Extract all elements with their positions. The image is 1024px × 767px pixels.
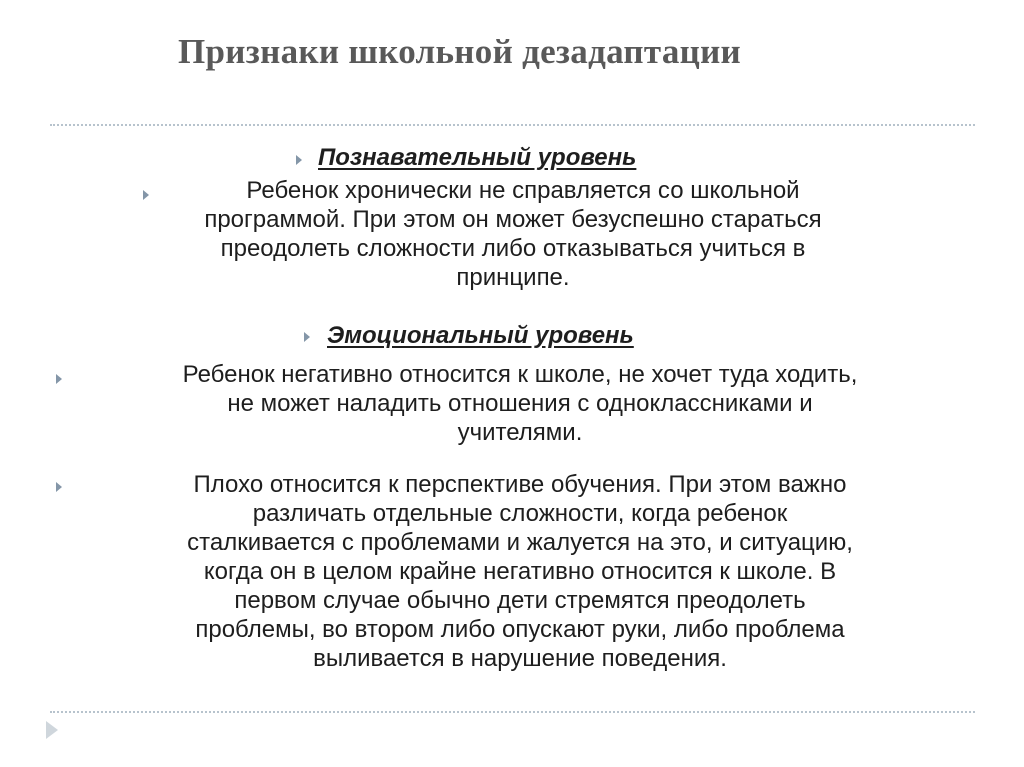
text-line: различать отдельные сложности, когда ребенок bbox=[252, 500, 788, 527]
text-line: принципе. bbox=[456, 264, 570, 291]
paragraph-attitude bbox=[76, 470, 964, 673]
text-line: выливается в нарушение поведения. bbox=[313, 645, 727, 672]
text-line: не может наладить отношения с одноклассниками и bbox=[227, 390, 813, 417]
heading-cognitive-level: Познавательный уровень bbox=[318, 144, 637, 171]
bullet-icon bbox=[56, 374, 62, 384]
text-line: первом случае обычно дети стремятся преодолеть bbox=[234, 587, 806, 614]
text-line: программой. При этом он может безуспешно стараться bbox=[204, 206, 822, 233]
bullet-icon bbox=[56, 482, 62, 492]
bottom-divider bbox=[50, 711, 975, 713]
corner-triangle-icon bbox=[46, 721, 58, 739]
top-divider bbox=[50, 124, 975, 126]
slide-title: Признаки школьной дезадаптации bbox=[178, 32, 742, 71]
bullet-icon bbox=[304, 332, 310, 342]
text-line: проблемы, во втором либо опускают руки, либо проблема bbox=[195, 616, 845, 643]
bullet-icon bbox=[296, 155, 302, 165]
text-line: Плохо относится к перспективе обучения. При этом важно bbox=[193, 471, 847, 498]
paragraph-emotional bbox=[76, 360, 964, 447]
text-line: Ребенок хронически не справляется со школьной bbox=[246, 177, 800, 204]
text-line: учителями. bbox=[457, 419, 583, 446]
text-line: преодолеть сложности либо отказываться учиться в bbox=[220, 235, 806, 262]
text-line: Ребенок негативно относится к школе, не хочет туда ходить, bbox=[182, 361, 858, 388]
text-line: сталкивается с проблемами и жалуется на это, и ситуацию, bbox=[187, 529, 853, 556]
paragraph-cognitive bbox=[96, 176, 930, 292]
heading-emotional-level: Эмоциональный уровень bbox=[327, 322, 634, 349]
text-line: когда он в целом крайне негативно относится к школе. В bbox=[203, 558, 837, 585]
